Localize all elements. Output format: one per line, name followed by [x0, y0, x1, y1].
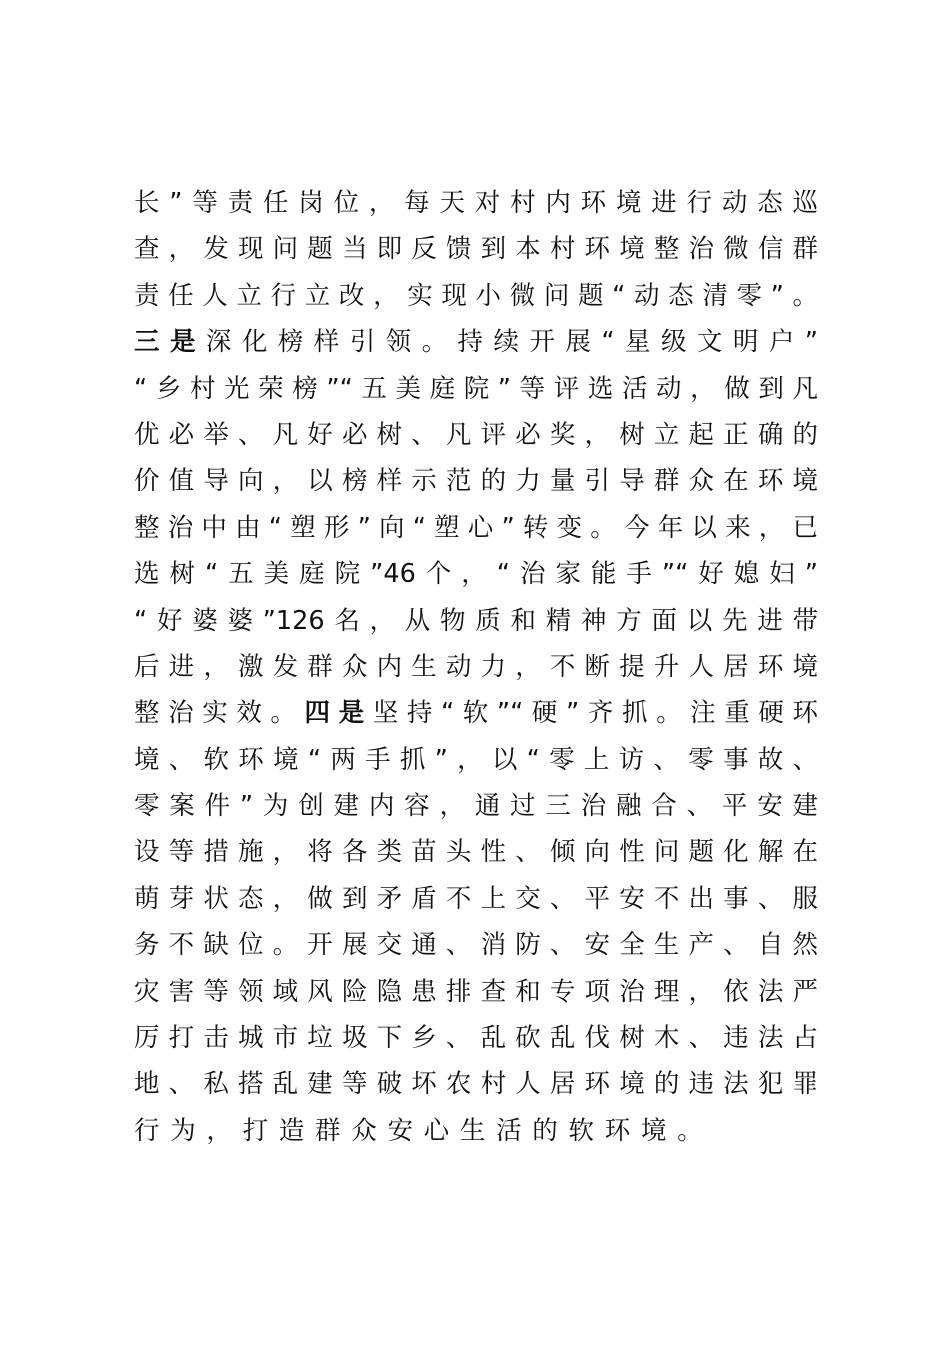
- bold-lead-phrase: 四是: [304, 698, 373, 729]
- text-line: [134, 1015, 818, 1061]
- text-run: 责任人立行立改，实现小微问题“动态清零”。: [134, 280, 818, 311]
- text-line: [134, 226, 818, 272]
- text-run: 行为，打造群众安心生活的软环境。: [134, 1115, 714, 1146]
- text-line: [134, 969, 818, 1015]
- text-line: [134, 876, 818, 922]
- text-run: 整治中由“塑形”向“塑心”转变。今年以来，已: [134, 512, 818, 543]
- text-run: 优必举、凡好必树、凡评必奖，树立起正确的: [134, 419, 818, 450]
- body-paragraph: [134, 180, 818, 1154]
- text-run: 坚持“软”“硬”齐抓。注重硬环: [372, 698, 818, 729]
- text-run: 价值导向，以榜样示范的力量引导群众在环境: [134, 466, 818, 497]
- text-run: 零案件”为创建内容，通过三治融合、平安建: [134, 791, 818, 822]
- text-line: [134, 505, 818, 551]
- text-line: [134, 458, 818, 504]
- text-run: “乡村光荣榜”“五美庭院”等评选活动，做到凡: [134, 373, 818, 404]
- text-line: [134, 1061, 818, 1107]
- text-run: 后进，激发群众内生动力，不断提升人居环境: [134, 651, 818, 682]
- text-line: [134, 922, 818, 968]
- text-line: [134, 737, 818, 783]
- text-line: [134, 644, 818, 690]
- text-run: 长”等责任岗位，每天对村内环境进行动态巡: [134, 188, 818, 218]
- text-run: 整治实效。: [134, 698, 305, 729]
- text-run: 地、私搭乱建等破坏农村人居环境的违法犯罪: [134, 1069, 818, 1100]
- text-run: 设等措施，将各类苗头性、倾向性问题化解在: [134, 837, 818, 868]
- text-run: 灾害等领域风险隐患排查和专项治理，依法严: [134, 976, 818, 1007]
- text-line: [134, 180, 818, 226]
- text-run: 萌芽状态，做到矛盾不上交、平安不出事、服: [134, 883, 818, 914]
- text-line: [134, 273, 818, 319]
- text-line: [134, 366, 818, 412]
- text-line: [134, 551, 818, 597]
- text-line: [134, 319, 818, 365]
- text-run: 查，发现问题当即反馈到本村环境整治微信群: [134, 234, 818, 265]
- text-run: 深化榜样引领。持续开展“星级文明户”: [205, 327, 818, 358]
- text-line: [134, 783, 818, 829]
- text-line: [134, 412, 818, 458]
- text-line: [134, 598, 818, 644]
- text-run: 务不缺位。开展交通、消防、安全生产、自然: [134, 930, 818, 961]
- text-line: [134, 690, 818, 736]
- text-line: [134, 829, 818, 875]
- text-run: 选树“五美庭院”46个，“治家能手”“好媳妇”: [134, 559, 818, 590]
- text-run: 厉打击城市垃圾下乡、乱砍乱伐树木、违法占: [134, 1023, 818, 1054]
- text-run: “好婆婆”126名，从物质和精神方面以先进带: [134, 605, 818, 636]
- bold-lead-phrase: 三是: [134, 327, 206, 358]
- text-run: 境、软环境“两手抓”，以“零上访、零事故、: [134, 744, 818, 775]
- text-line: [134, 1108, 818, 1154]
